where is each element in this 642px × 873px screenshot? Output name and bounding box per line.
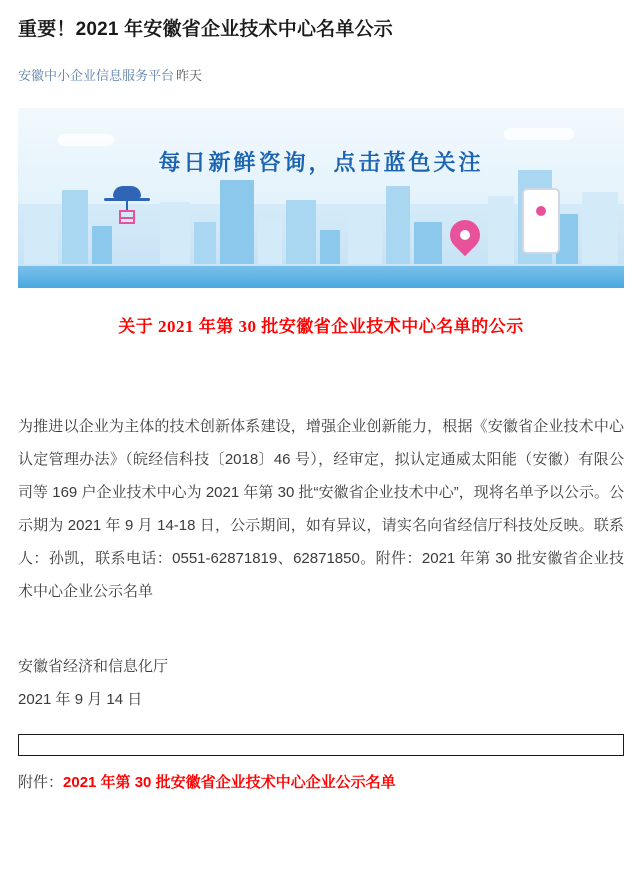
attachment-label: 附件： bbox=[18, 774, 64, 791]
banner-ground bbox=[18, 264, 624, 288]
drone-icon bbox=[104, 186, 150, 226]
building-shape bbox=[348, 208, 382, 266]
smartphone-icon bbox=[522, 188, 560, 254]
banner-headline: 每日新鲜咨询，点击蓝色关注 bbox=[158, 150, 484, 175]
attachment-divider-bar bbox=[18, 734, 624, 756]
banner-horizon bbox=[18, 264, 624, 266]
building-shape bbox=[194, 222, 216, 266]
notice-date: 2021 年 9 月 14 日 bbox=[18, 691, 143, 708]
publish-time: 昨天 bbox=[176, 68, 203, 83]
attachment-row bbox=[18, 770, 624, 810]
building-shape bbox=[386, 186, 410, 266]
map-pin-icon bbox=[450, 220, 480, 262]
cloud-shape bbox=[58, 134, 114, 146]
building-shape bbox=[24, 214, 58, 266]
notice-issuer: 安徽省经济和信息化厅 bbox=[18, 658, 169, 675]
article-meta bbox=[18, 66, 624, 86]
account-name[interactable]: 安徽中小企业信息服务平台 bbox=[18, 68, 175, 83]
cloud-shape bbox=[504, 128, 574, 140]
building-shape bbox=[320, 230, 340, 266]
attachment-filename[interactable]: 2021 年第 30 批安徽省企业技术中心企业公示名单 bbox=[63, 774, 396, 791]
notice-body: 为推进以企业为主体的技术创新体系建设，增强企业创新能力，根据《安徽省企业技术中心认定管理办法》（皖经信科技〔2018〕46 号），经审定，拟认定通威太阳能（安徽）有限公司等 169 户企业技术中心为 2021 年第 30 批“安徽省企业技术中心”，现将名单予以公示。公示期为 2021 年 9 月 14-18 日，公示期间，如有异议，请实名向省经信厅科技处反映。联系人：孙凯，联系电话：0551-62871819、62871850。附件：2021 年第 30 批安徽省企业技术中心企业公示名单 bbox=[18, 418, 624, 600]
notice-body-block bbox=[18, 410, 624, 608]
banner-image bbox=[18, 108, 624, 288]
building-shape bbox=[258, 218, 282, 266]
page-title: 重要！2021 年安徽省企业技术中心名单公示 bbox=[18, 19, 393, 40]
building-shape bbox=[286, 200, 316, 266]
building-shape bbox=[62, 190, 88, 266]
building-shape bbox=[160, 202, 190, 266]
building-shape bbox=[488, 196, 514, 266]
building-shape bbox=[414, 222, 442, 266]
building-shape bbox=[92, 226, 112, 266]
notice-subtitle: 关于 2021 年第 30 批安徽省企业技术中心名单的公示 bbox=[118, 317, 524, 336]
building-shape bbox=[220, 180, 254, 266]
building-shape bbox=[582, 192, 618, 266]
